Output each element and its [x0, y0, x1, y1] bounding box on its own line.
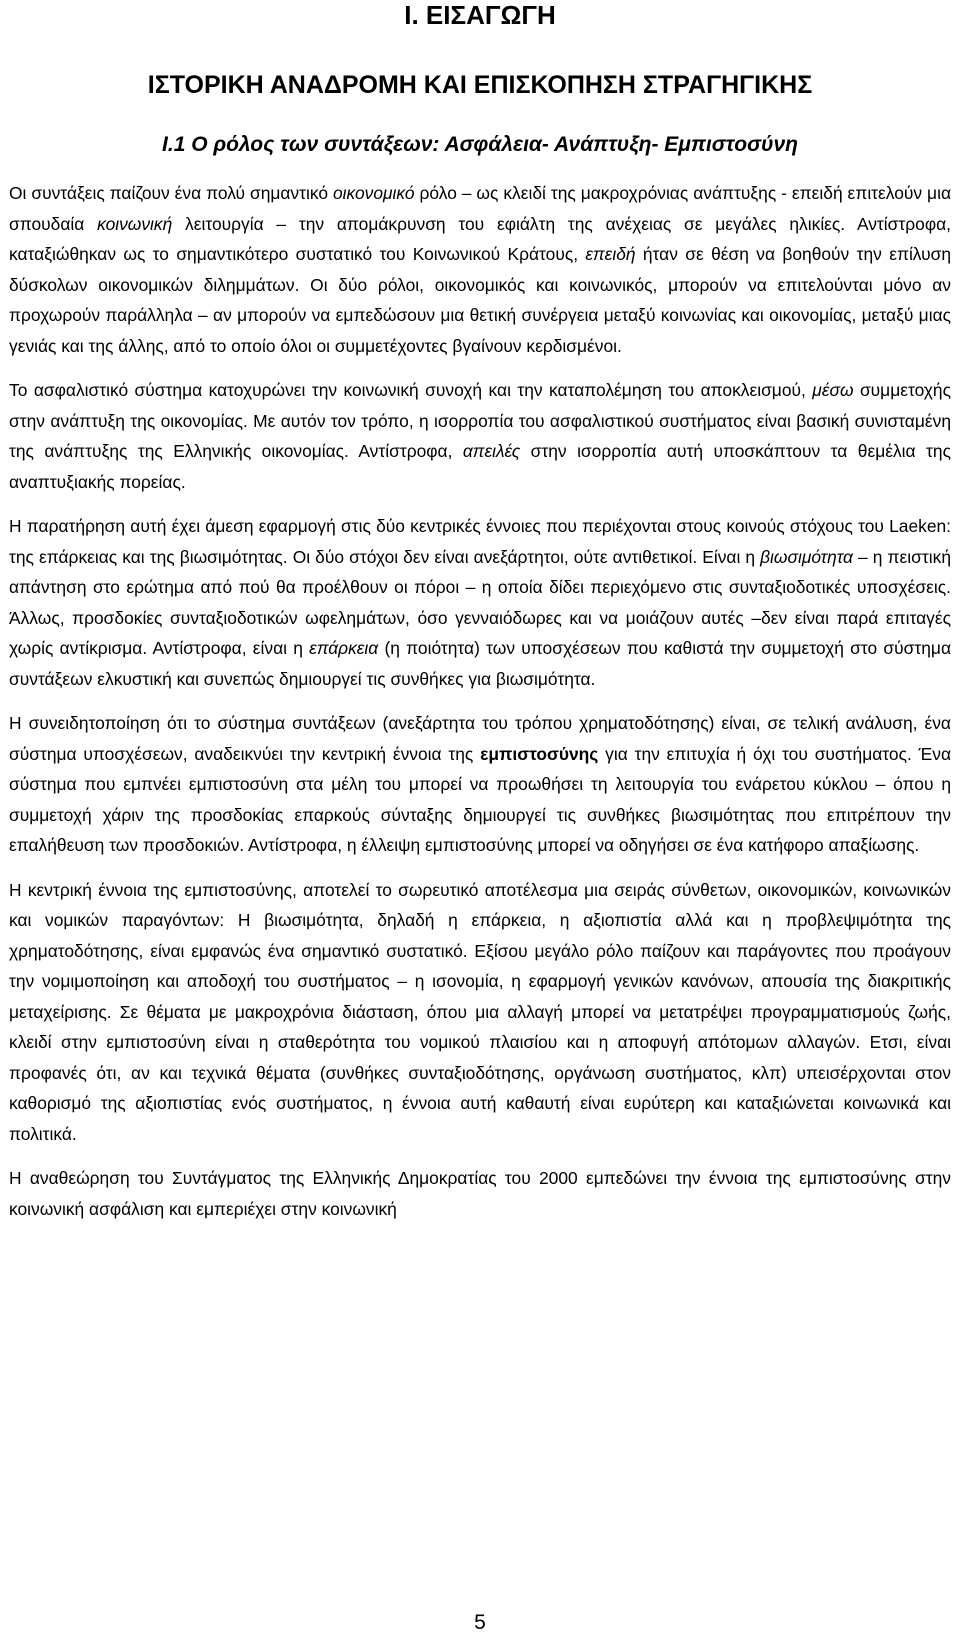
body-paragraph — [9, 375, 951, 497]
text-run: στην ισορροπία αυτή υποσκάπτουν τα θεμέλια της αναπτυξιακής πορείας. — [9, 441, 951, 492]
body-paragraph — [9, 1163, 951, 1224]
italic-text-run: επάρκεια — [309, 638, 379, 658]
italic-text-run: οικονομικό — [332, 183, 415, 203]
text-run: Το ασφαλιστικό σύστημα κατοχυρώνει την κοινωνική συνοχή και την καταπολέμηση του αποκλεισμού, — [9, 380, 813, 400]
text-run: ρόλο – ως κλειδί της μακροχρόνιας ανάπτυξης - επειδή επιτελούν μια σπουδαία — [9, 183, 951, 234]
body-paragraph — [9, 178, 951, 361]
text-run: Η κεντρική έννοια της εμπιστοσύνης, αποτελεί το σωρευτικό αποτέλεσμα μια σειράς σύνθετων, οικονομικών, κοινωνικών και νομικών παραγόντων: Η βιωσιμότητα, δηλαδή η επάρκεια, η αξιοπιστία αλλά και η προβλεψιμότητα της χρηματοδότησης, είναι εμφανώς ένα σημαντικό συστατικό. Εξίσου μεγάλο ρόλο παίζουν και παράγοντες που προάγουν την νομιμοποίηση και αποδοχή του συστήματος – η ισονομία, η εφαρμογή γενικών κανόνων, απουσία της διακριτικής μεταχείρισης. Σε θέματα με μακροχρόνια διάσταση, όπου μια αλλαγή μπορεί να μετατρέψει προγραμματισμούς ζωής, κλειδί στην εμπιστοσύνη είναι η σταθερότητα του νομικού πλαισίου και η αποφυγή απότομων αλλαγών. Ετσι, είναι προφανές ότι, αν και τεχνικά θέματα (συνθήκες συνταξιοδότησης, οργάνωση συστήματος, κλπ) υπεισέρχονται στον καθορισμό της αξιοπιστίας ενός συστήματος, η έννοια αυτή καθαυτή είναι ευρύτερη και καταξιώνεται κοινωνικά και πολιτικά. — [9, 879, 951, 1144]
body-text — [9, 178, 951, 1238]
text-run: Η συνειδητοποίηση ότι το σύστημα συντάξεων (ανεξάρτητα του τρόπου χρηματοδότησης) είναι, σε τελική ανάλυση, ένα σύστημα υποσχέσεων, αναδεικνύει την κεντρική έννοια της — [9, 713, 951, 764]
body-paragraph — [9, 708, 951, 861]
text-run: Η παρατήρηση αυτή έχει άμεση εφαρμογή στις δύο κεντρικές έννοιες που περιέχονται στους κοινούς στόχους του Laeken: της επάρκειας και της βιωσιμότητας. Οι δύο στόχοι δεν είναι ανεξάρτητοι, ούτε αντιθετικοί. Είναι η — [9, 516, 951, 567]
italic-text-run: μέσω — [812, 380, 854, 400]
body-paragraph — [9, 511, 951, 694]
text-run: Οι συντάξεις παίζουν ένα πολύ σημαντικό — [9, 183, 333, 203]
page-number: 5 — [474, 1611, 486, 1634]
chapter-title: Ι. ΕΙΣΑΓΩΓΗ — [404, 0, 556, 30]
document-subtitle: ΙΣΤΟΡΙΚΗ ΑΝΑΔΡΟΜΗ ΚΑΙ ΕΠΙΣΚΟΠΗΣΗ ΣΤΡΑΓΗΓΙΚΗΣ — [147, 71, 813, 99]
italic-text-run: απειλές — [462, 441, 521, 461]
italic-text-run: βιωσιμότητα — [760, 546, 853, 567]
body-paragraph — [9, 875, 951, 1150]
text-run: συμμετοχής στην ανάπτυξη της οικονομίας. Με αυτόν τον τρόπο, η ισορροπία του ασφαλιστικού συστήματος είναι βασική συνισταμένη της ανάπτυξης της Ελληνικής οικονομίας. Αντίστροφα, — [9, 380, 951, 461]
section-heading: Ι.1 Ο ρόλος των συντάξεων: Ασφάλεια- Ανάπτυξη- Εμπιστοσύνη — [162, 133, 798, 156]
text-run: ήταν σε θέση να βοηθούν την επίλυση δύσκολων οικονομικών διλημμάτων. Οι δύο ρόλοι, οικονομικός και κοινωνικός, μπορούν να επιτελούνται μόνο αν προχωρούν παράλληλα – αν μπορούν να εμπεδώσουν μια θετική συνέργεια μεταξύ κοινωνίας και οικονομίας, μεταξύ μιας γενιάς και της άλλης, από το οποίο όλοι οι συμμετέχοντες βγαίνουν κερδισμένοι. — [9, 244, 951, 356]
bold-text-run: εμπιστοσύνης — [480, 743, 599, 764]
italic-text-run: κοινωνική — [97, 213, 173, 234]
text-run: (η ποιότητα) των υποσχέσεων που καθιστά την συμμετοχή στο σύστημα συντάξεων ελκυστική και συνεπώς δημιουργεί τις συνθήκες για βιωσιμότητα. — [9, 638, 952, 689]
text-run: Η αναθεώρηση του Συντάγματος της Ελληνικής Δημοκρατίας του 2000 εμπεδώνει την έννοια της εμπιστοσύνης στην κοινωνική ασφάλιση και εμπεριέχει στην κοινωνική — [9, 1168, 951, 1219]
text-run: για την επιτυχία ή όχι του συστήματος. Ένα σύστημα που εμπνέει εμπιστοσύνη στα μέλη του μπορεί να προωθήσει τη λειτουργία του ενάρετου κύκλου – όπου η συμμετοχή χάριν της προσδοκίας επαρκούς σύνταξης δημιουργεί τις συνθήκες βιωσιμότητας που επιτρέπουν την επαλήθευση των προσδοκιών. Αντίστροφα, η έλλειψη εμπιστοσύνης μπορεί να οδηγήσει σε ένα κατήφορο απαξίωσης. — [9, 743, 951, 855]
text-run: – η πειστική απάντηση στο ερώτημα από πού θα προέλθουν οι πόροι – η οποία δίδει περιεχόμενο στις συνταξιοδοτικές υποσχέσεις. Άλλως, προσδοκίες συνταξιοδοτικών ωφελημάτων, όσο γενναιόδωρες και να μοιάζουν αυτές –δεν είναι παρά επιταγές χωρίς αντίκρισμα. Αντίστροφα, είναι η — [9, 546, 951, 658]
italic-text-run: επειδή — [585, 244, 636, 264]
text-run: λειτουργία – την απομάκρυνση του εφιάλτη της ανέχειας σε μεγάλες ηλικίες. Αντίστροφα, καταξιώθηκαν ως το σημαντικότερο συστατικό του Κοινωνικού Κράτους, — [9, 213, 951, 264]
